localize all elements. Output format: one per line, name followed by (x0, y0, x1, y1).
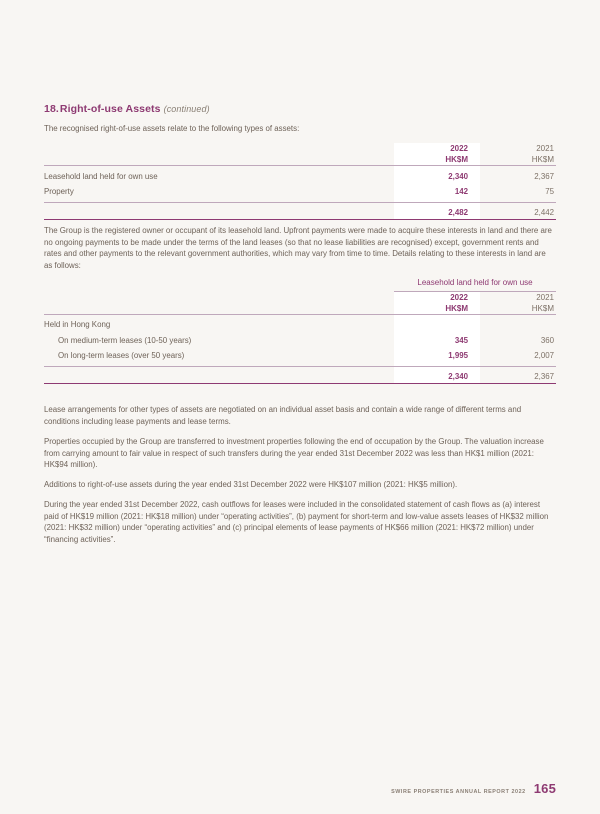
note-title: Right-of-use Assets (59, 103, 161, 115)
lease-arrangements-paragraph: Lease arrangements for other types of assets are negotiated on an individual asset basis and contain a wide range of different terms and conditions including lease payments and lease terms. (44, 405, 522, 426)
header-year-2022 (394, 143, 480, 166)
right-of-use-assets-table (44, 143, 556, 220)
row-value-2022: 142 (394, 182, 480, 198)
total-label (44, 203, 394, 220)
total-label (44, 367, 394, 384)
year-label-2022: 2022 (450, 144, 468, 153)
table-header-row (44, 143, 556, 166)
header-year-2021 (480, 292, 556, 315)
group-header-label: Leasehold land held for own use (417, 278, 533, 287)
table-total-row (44, 367, 556, 384)
table-row (44, 166, 556, 182)
row-value-2022: 2,340 (394, 166, 480, 182)
row-value-2022: 1,995 (394, 346, 480, 362)
row-label: Property (44, 187, 74, 196)
total-value-2021: 2,442 (534, 208, 554, 217)
row-value-2021: 2,367 (534, 171, 554, 181)
year-label-2021: 2021 (536, 292, 554, 302)
additions-paragraph: Additions to right-of-use assets during the year ended 31st December 2022 were HK$107 million (2021: HK$5 million). (44, 480, 458, 489)
table-bottom-rule (44, 384, 556, 385)
row-value-2021: 75 (545, 187, 554, 196)
table-header-row (44, 292, 556, 315)
note-number: 18. (44, 103, 59, 115)
group-header-row (44, 278, 556, 291)
row-value-2022: 345 (394, 330, 480, 346)
header-spacer (44, 143, 394, 166)
table-row (44, 330, 556, 346)
header-year-2021 (480, 143, 556, 166)
unit-label-2021: HK$M (531, 155, 554, 164)
table-total-row (44, 203, 556, 220)
footer-report-name: SWIRE PROPERTIES ANNUAL REPORT 2022 (391, 789, 526, 795)
group-header-spacer (44, 278, 394, 291)
row-label: Leasehold land held for own use (44, 171, 158, 181)
leasehold-land-paragraph: The Group is the registered owner or occupant of its leasehold land. Upfront payments were made to acquire these interests in land and there are no ongoing payments to be made under the terms of the land leases (so that no lease liabilities are recognised) except, government rents and rates and other payments to the relevant government authorities, which may vary from time to time. Details relating to these interests in land are as follows: (44, 226, 552, 270)
page-title (44, 103, 210, 115)
section-label: Held in Hong Kong (44, 320, 111, 329)
section-label-row (44, 315, 556, 331)
unit-label-2022: HK$M (445, 155, 468, 164)
header-spacer (44, 292, 394, 315)
unit-label-2022: HK$M (445, 303, 468, 313)
leasehold-land-interests-table (44, 278, 556, 384)
unit-label-2021: HK$M (531, 303, 554, 313)
header-year-2022 (394, 292, 480, 315)
table-bottom-rule (44, 220, 556, 221)
total-value-2021: 2,367 (534, 372, 554, 381)
table-row (44, 182, 556, 198)
intro-paragraph: The recognised right-of-use assets relate to the following types of assets: (44, 124, 300, 133)
footer-page-number: 165 (533, 781, 556, 796)
section-value-2022 (394, 315, 480, 331)
note-continued-marker: (continued) (163, 104, 210, 114)
cash-outflows-paragraph: During the year ended 31st December 2022, cash outflows for leases were included in the consolidated statement of cash flows as (a) interest paid of HK$19 million (2021: HK$18 million) under “operating activities”, (b) payment for short-term and low-value assets leases of HK$32 million (2021: HK$32 million) under “operating activities” and (c) principal elements of lease payments of HK$66 million (2021: HK$72 million) under “financing activities”. (44, 500, 549, 544)
row-label: On medium-term leases (10-50 years) (58, 335, 192, 345)
year-label-2022: 2022 (450, 292, 468, 302)
total-value-2022: 2,340 (394, 367, 480, 384)
total-value-2022: 2,482 (394, 203, 480, 220)
year-label-2021: 2021 (536, 144, 554, 153)
table-row (44, 346, 556, 362)
row-value-2021: 2,007 (534, 351, 554, 360)
section-value-2021 (480, 315, 556, 331)
properties-occupied-paragraph: Properties occupied by the Group are transferred to investment properties following the end of occupation by the Group. The valuation increase from carrying amount to fair value in respect of such transfers during the year ended 31st December 2022 was less than HK$1 million (2021: HK$94 million). (44, 437, 544, 470)
row-value-2021: 360 (540, 335, 554, 345)
row-label: On long-term leases (over 50 years) (58, 351, 185, 360)
page-footer (391, 781, 556, 796)
